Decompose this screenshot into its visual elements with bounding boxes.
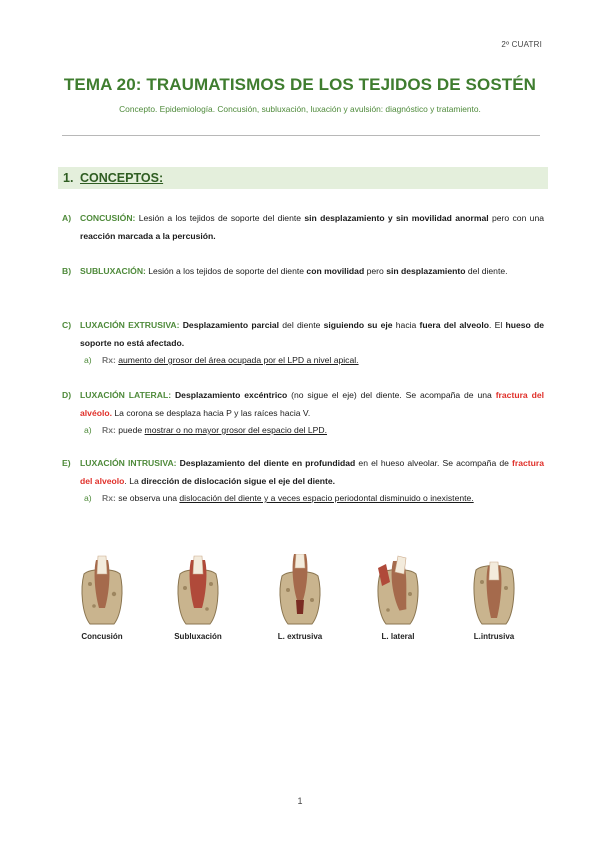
tooth-intrusive-icon	[470, 554, 518, 626]
section-number: 1.	[63, 171, 74, 185]
item-marker: D)	[62, 390, 72, 400]
item-text-run: del diente.	[465, 266, 508, 276]
item-marker: C)	[62, 320, 72, 330]
title-divider	[62, 135, 540, 136]
tooth-lateral-icon	[374, 554, 422, 626]
tooth-extrusive-icon	[276, 554, 324, 626]
item-marker: A)	[62, 213, 72, 223]
item-text-run: . El	[489, 320, 506, 330]
item-text-run: . La	[124, 476, 142, 486]
figure-concusion	[62, 550, 142, 650]
rx-marker: a)	[84, 355, 92, 365]
item-text-run: Lesión a los tejidos de soporte del diente	[145, 266, 307, 276]
page-number: 1	[297, 796, 303, 806]
item-text-run: pero con una	[488, 213, 545, 223]
page-subtitle: Concepto. Epidemiología. Concusión, subluxación, luxación y avulsión: diagnóstico y tratamiento.	[119, 104, 481, 114]
tooth-subluxation-icon	[174, 554, 222, 626]
item-text	[80, 454, 544, 490]
page-title: TEMA 20: TRAUMATISMOS DE LOS TEJIDOS DE SOSTÉN	[63, 75, 537, 94]
item-red-run: fractura del alveolo	[80, 458, 544, 486]
concept-item-luxacion-extrusiva	[62, 316, 544, 369]
item-bold-run: dirección de dislocación sigue el eje del diente.	[141, 476, 336, 486]
figure-caption: L. lateral	[381, 632, 415, 641]
figure-luxacion-extrusiva	[260, 550, 340, 650]
item-term: LUXACIÓN LATERAL:	[80, 390, 172, 400]
rx-text: puede	[115, 425, 145, 435]
figure-caption: L.intrusiva	[473, 632, 515, 641]
item-bold-run: siguiendo su eje	[323, 320, 393, 330]
rx-note	[84, 490, 544, 507]
item-text-run: pero	[364, 266, 387, 276]
item-bold-run: sin desplazamiento y sin movilidad anormal	[304, 213, 489, 223]
item-bold-run: fuera del alveolo	[419, 320, 489, 330]
item-term: CONCUSIÓN:	[80, 213, 136, 223]
item-text-run: Lesión a los tejidos de soporte del diente	[135, 213, 305, 223]
item-text-run: del diente	[279, 320, 324, 330]
item-bold-run: hueso de soporte no está afectado.	[80, 320, 544, 348]
rx-label: Rx:	[102, 425, 116, 435]
rx-note	[84, 352, 544, 369]
item-term: SUBLUXACIÓN:	[80, 266, 146, 276]
concept-item-subluxacion	[62, 262, 544, 280]
item-red-run: fractura del alvéolo.	[80, 390, 544, 418]
item-bold-run: Desplazamiento del diente en profundidad	[176, 458, 356, 468]
figure-caption: Concusión	[81, 632, 123, 641]
item-term: LUXACIÓN INTRUSIVA:	[80, 458, 177, 468]
figure-subluxacion	[158, 550, 238, 650]
rx-underlined-text: mostrar o no mayor grosor del espacio del LPD.	[144, 425, 328, 435]
item-text-run: La corona se desplaza hacia P y las raíces hacia V.	[112, 408, 311, 418]
rx-text: aumento del grosor del área ocupada por el LPD a nivel apical.	[118, 355, 359, 365]
concept-item-luxacion-intrusiva	[62, 454, 544, 507]
item-text-run: en el hueso alveolar. Se acompaña de	[355, 458, 512, 468]
item-text	[80, 209, 544, 245]
tooth-illustrations	[62, 550, 544, 660]
item-bold-run: con movilidad	[306, 266, 365, 276]
rx-marker: a)	[84, 425, 92, 435]
item-text-run: (no sigue el eje) del diente. Se acompaña de una	[287, 390, 496, 400]
item-bold-run: sin desplazamiento	[386, 266, 466, 276]
tooth-concussion-icon	[78, 554, 126, 626]
section-header	[58, 167, 548, 189]
concept-item-concusion	[62, 209, 544, 245]
item-marker: E)	[62, 458, 71, 468]
rx-underlined-text: dislocación del diente y a veces espacio periodontal disminuido o inexistente.	[179, 493, 474, 503]
rx-marker: a)	[84, 493, 92, 503]
rx-note	[84, 422, 544, 439]
rx-text: se observa una	[115, 493, 180, 503]
rx-label: Rx:	[102, 493, 116, 503]
item-text-run: hacia	[392, 320, 420, 330]
concept-item-luxacion-lateral	[62, 386, 544, 439]
header-term-label: 2º CUATRI	[501, 40, 542, 49]
figure-caption: L. extrusiva	[277, 632, 323, 641]
item-bold-run: Desplazamiento parcial	[179, 320, 280, 330]
figure-luxacion-intrusiva	[454, 550, 534, 650]
item-text	[80, 316, 544, 352]
item-term: LUXACIÓN EXTRUSIVA:	[80, 320, 180, 330]
rx-label: Rx:	[102, 355, 116, 365]
item-bold-run: Desplazamiento excéntrico	[171, 390, 288, 400]
item-text	[80, 386, 544, 422]
figure-caption: Subluxación	[174, 632, 222, 641]
item-bold-run: reacción marcada a la percusión.	[80, 231, 216, 241]
section-title: CONCEPTOS:	[80, 171, 164, 185]
item-marker: B)	[62, 266, 72, 276]
item-text	[80, 262, 544, 280]
figure-luxacion-lateral	[358, 550, 438, 650]
